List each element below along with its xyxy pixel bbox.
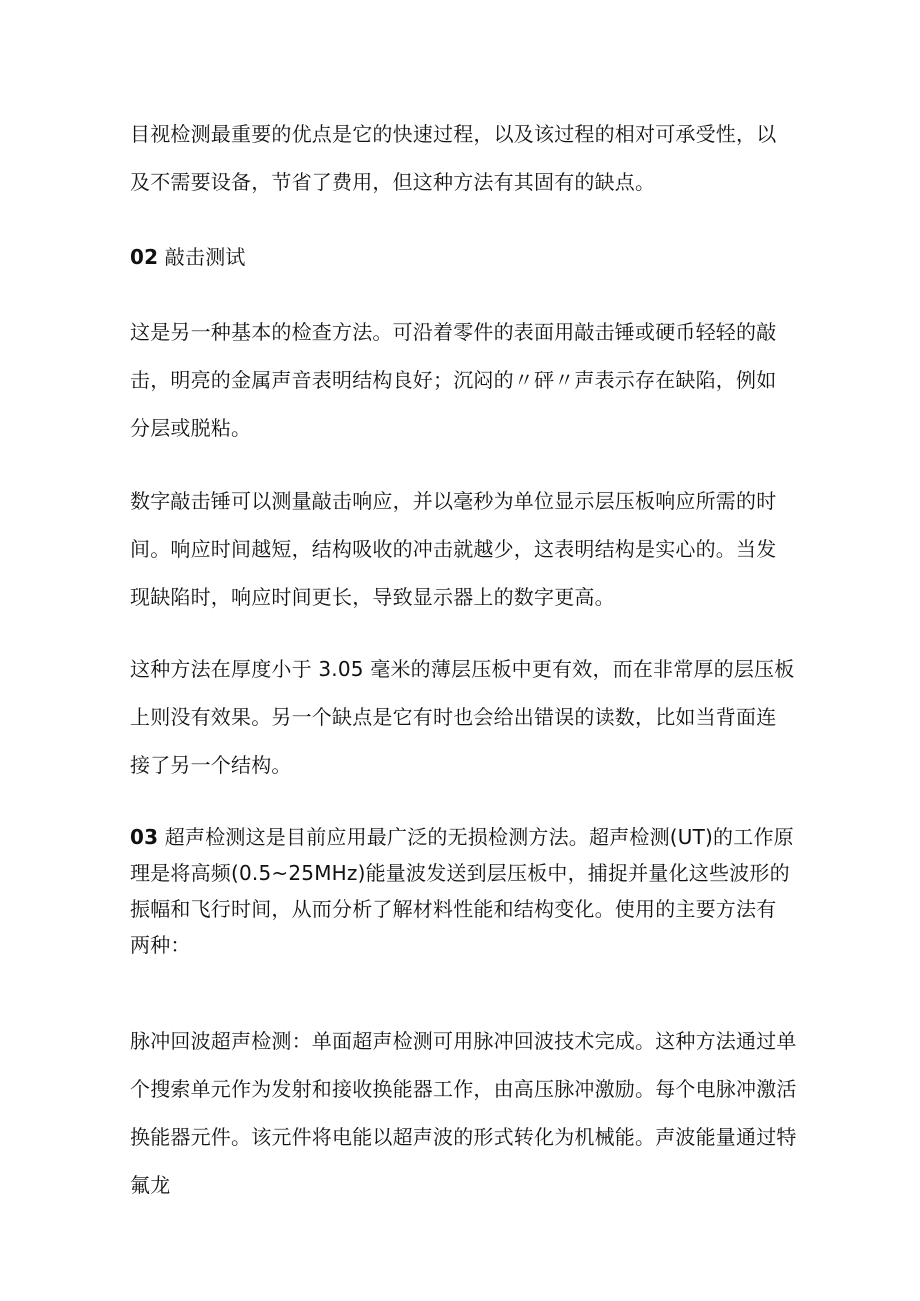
paragraph-3-line-1: 数字敲击锤可以测量敲击响应，并以毫秒为单位显示层压板响应所需的时 <box>130 489 777 513</box>
paragraph-2-line-1: 这是另一种基本的检查方法。可沿着零件的表面用敲击锤或硬币轻轻的敲 <box>130 320 777 344</box>
paragraph-5-line-1 <box>130 823 794 851</box>
paragraph-2-line-2: 击，明亮的金属声音表明结构良好；沉闷的〃砰〃声表示存在缺陷，例如 <box>130 368 777 392</box>
paragraph-5-line-2: 理是将高频(0.5~25MHz)能量波发送到层压板中，捕捉并量化这些波形的 <box>130 861 790 885</box>
section-number: 03 <box>130 825 159 849</box>
section-heading-02 <box>130 243 246 271</box>
paragraph-5-line-1-text: 超声检测这是目前应用最广泛的无损检测方法。超声检测(UT)的工作原 <box>164 825 794 849</box>
paragraph-5-line-4: 两种： <box>130 933 191 957</box>
paragraph-4-line-1: 这种方法在厚度小于 3.05 毫米的薄层压板中更有效，而在非常厚的层压板 <box>130 657 795 681</box>
section-number: 02 <box>130 245 159 269</box>
paragraph-2-line-3: 分层或脱粘。 <box>130 416 252 440</box>
paragraph-4-line-2: 上则没有效果。另一个缺点是它有时也会给出错误的读数，比如当背面连 <box>130 705 777 729</box>
paragraph-3-line-2: 间。响应时间越短，结构吸收的冲击就越少，这表明结构是实心的。当发 <box>130 537 777 561</box>
paragraph-6-line-2: 个搜索单元作为发射和接收换能器工作，由高压脉冲激励。每个电脉冲激活 <box>130 1077 797 1101</box>
paragraph-6-line-3: 换能器元件。该元件将电能以超声波的形式转化为机械能。声波能量通过特 <box>130 1125 797 1149</box>
paragraph-5-line-3: 振幅和飞行时间，从而分析了解材料性能和结构变化。使用的主要方法有 <box>130 897 777 921</box>
paragraph-3-line-3: 现缺陷时，响应时间更长，导致显示器上的数字更高。 <box>130 585 615 609</box>
section-title: 敲击测试 <box>164 245 246 269</box>
paragraph-4-line-3: 接了另一个结构。 <box>130 753 292 777</box>
paragraph-6-line-4: 氟龙 <box>130 1173 171 1197</box>
paragraph-6-line-1: 脉冲回波超声检测：单面超声检测可用脉冲回波技术完成。这种方法通过单 <box>130 1029 797 1053</box>
paragraph-1-line-2: 及不需要设备，节省了费用，但这种方法有其固有的缺点。 <box>130 170 656 194</box>
paragraph-1-line-1: 目视检测最重要的优点是它的快速过程，以及该过程的相对可承受性，以 <box>130 122 777 146</box>
